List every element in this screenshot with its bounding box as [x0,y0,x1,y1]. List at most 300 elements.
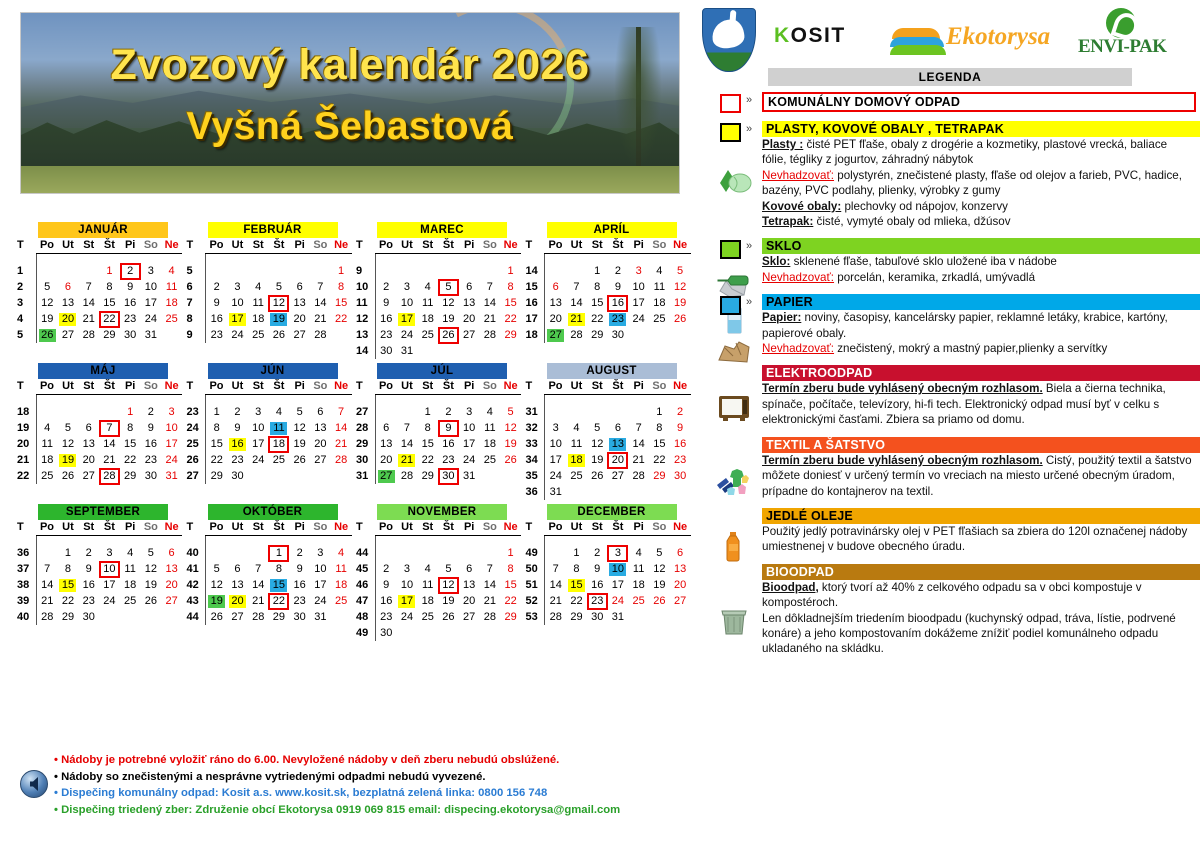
day-cell[interactable] [459,279,480,295]
day-cell[interactable] [500,609,521,625]
day-cell[interactable] [161,404,182,420]
day-cell[interactable] [566,295,587,311]
day-cell[interactable] [248,593,269,609]
day-cell[interactable] [438,561,459,577]
day-cell[interactable] [649,545,670,561]
day-cell[interactable] [99,279,120,295]
day-cell[interactable] [36,609,57,625]
day-cell[interactable] [649,561,670,577]
day-cell[interactable] [628,279,649,295]
day-cell[interactable] [480,420,501,436]
day-cell[interactable] [289,404,310,420]
day-cell[interactable] [141,561,162,577]
day-cell[interactable] [628,436,649,452]
day-cell[interactable] [120,436,141,452]
day-cell[interactable] [161,279,182,295]
day-cell[interactable] [227,561,248,577]
day-cell[interactable] [545,609,566,625]
day-cell[interactable] [141,295,162,311]
day-cell[interactable] [269,561,290,577]
day-cell[interactable] [670,452,691,468]
day-cell[interactable] [566,420,587,436]
day-cell[interactable] [587,468,608,484]
day-cell[interactable] [397,593,418,609]
day-cell[interactable] [141,436,162,452]
day-cell[interactable] [141,279,162,295]
day-cell[interactable] [310,327,331,343]
day-cell[interactable] [397,577,418,593]
day-cell[interactable] [375,436,396,452]
day-cell[interactable] [608,577,629,593]
day-cell[interactable] [566,609,587,625]
day-cell[interactable] [78,279,99,295]
day-cell[interactable] [78,295,99,311]
day-cell[interactable] [331,404,352,420]
day-cell[interactable] [78,327,99,343]
day-cell[interactable] [608,609,629,625]
day-cell[interactable] [120,311,141,327]
day-cell[interactable] [375,311,396,327]
day-cell[interactable] [375,468,396,484]
day-cell[interactable] [120,577,141,593]
day-cell[interactable] [500,404,521,420]
day-cell[interactable] [500,452,521,468]
day-cell[interactable] [161,263,182,279]
day-cell[interactable] [227,468,248,484]
day-cell[interactable] [248,561,269,577]
day-cell[interactable] [670,593,691,609]
day-cell[interactable] [459,577,480,593]
day-cell[interactable] [587,436,608,452]
day-cell[interactable] [375,593,396,609]
day-cell[interactable] [78,609,99,625]
day-cell[interactable] [375,625,396,641]
day-cell[interactable] [331,279,352,295]
day-cell[interactable] [375,609,396,625]
day-cell[interactable] [649,468,670,484]
day-cell[interactable] [289,436,310,452]
day-cell[interactable] [480,593,501,609]
day-cell[interactable] [500,436,521,452]
day-cell[interactable] [500,545,521,561]
day-cell[interactable] [78,593,99,609]
day-cell[interactable] [206,593,227,609]
day-cell[interactable] [161,452,182,468]
day-cell[interactable] [78,311,99,327]
day-cell[interactable] [545,452,566,468]
day-cell[interactable] [269,452,290,468]
day-cell[interactable] [248,279,269,295]
day-cell[interactable] [628,452,649,468]
day-cell[interactable] [417,609,438,625]
day-cell[interactable] [566,468,587,484]
day-cell[interactable] [649,420,670,436]
day-cell[interactable] [206,577,227,593]
day-cell[interactable] [608,545,629,561]
day-cell[interactable] [120,279,141,295]
day-cell[interactable] [459,311,480,327]
day-cell[interactable] [310,404,331,420]
day-cell[interactable] [99,561,120,577]
day-cell[interactable] [289,545,310,561]
day-cell[interactable] [397,609,418,625]
day-cell[interactable] [628,295,649,311]
day-cell[interactable] [587,295,608,311]
day-cell[interactable] [628,311,649,327]
day-cell[interactable] [99,311,120,327]
day-cell[interactable] [227,609,248,625]
day-cell[interactable] [545,468,566,484]
day-cell[interactable] [438,577,459,593]
day-cell[interactable] [480,577,501,593]
day-cell[interactable] [566,593,587,609]
day-cell[interactable] [375,343,396,359]
day-cell[interactable] [628,561,649,577]
day-cell[interactable] [566,327,587,343]
day-cell[interactable] [269,327,290,343]
day-cell[interactable] [310,609,331,625]
day-cell[interactable] [120,561,141,577]
day-cell[interactable] [649,593,670,609]
day-cell[interactable] [417,327,438,343]
day-cell[interactable] [310,452,331,468]
day-cell[interactable] [500,561,521,577]
day-cell[interactable] [587,452,608,468]
day-cell[interactable] [289,279,310,295]
day-cell[interactable] [397,311,418,327]
day-cell[interactable] [141,327,162,343]
day-cell[interactable] [566,561,587,577]
day-cell[interactable] [120,452,141,468]
day-cell[interactable] [545,295,566,311]
day-cell[interactable] [628,545,649,561]
day-cell[interactable] [78,545,99,561]
day-cell[interactable] [628,420,649,436]
day-cell[interactable] [649,577,670,593]
day-cell[interactable] [99,452,120,468]
day-cell[interactable] [206,609,227,625]
day-cell[interactable] [161,420,182,436]
day-cell[interactable] [397,468,418,484]
day-cell[interactable] [459,468,480,484]
day-cell[interactable] [58,468,79,484]
day-cell[interactable] [141,420,162,436]
day-cell[interactable] [649,295,670,311]
day-cell[interactable] [417,593,438,609]
day-cell[interactable] [587,279,608,295]
day-cell[interactable] [310,279,331,295]
day-cell[interactable] [500,295,521,311]
day-cell[interactable] [310,593,331,609]
day-cell[interactable] [417,311,438,327]
day-cell[interactable] [500,327,521,343]
day-cell[interactable] [608,263,629,279]
day-cell[interactable] [161,436,182,452]
day-cell[interactable] [417,577,438,593]
day-cell[interactable] [58,327,79,343]
day-cell[interactable] [566,311,587,327]
day-cell[interactable] [120,420,141,436]
day-cell[interactable] [36,420,57,436]
day-cell[interactable] [161,577,182,593]
day-cell[interactable] [78,420,99,436]
day-cell[interactable] [670,420,691,436]
day-cell[interactable] [608,436,629,452]
day-cell[interactable] [480,279,501,295]
day-cell[interactable] [628,263,649,279]
day-cell[interactable] [480,436,501,452]
day-cell[interactable] [161,545,182,561]
day-cell[interactable] [670,279,691,295]
day-cell[interactable] [99,577,120,593]
day-cell[interactable] [480,295,501,311]
day-cell[interactable] [269,420,290,436]
day-cell[interactable] [227,311,248,327]
day-cell[interactable] [227,420,248,436]
day-cell[interactable] [417,468,438,484]
day-cell[interactable] [649,263,670,279]
day-cell[interactable] [141,263,162,279]
day-cell[interactable] [649,311,670,327]
day-cell[interactable] [670,545,691,561]
day-cell[interactable] [78,436,99,452]
day-cell[interactable] [566,436,587,452]
day-cell[interactable] [289,609,310,625]
day-cell[interactable] [587,561,608,577]
day-cell[interactable] [120,593,141,609]
day-cell[interactable] [545,561,566,577]
day-cell[interactable] [227,295,248,311]
day-cell[interactable] [438,404,459,420]
day-cell[interactable] [331,295,352,311]
day-cell[interactable] [310,561,331,577]
day-cell[interactable] [206,327,227,343]
day-cell[interactable] [310,577,331,593]
day-cell[interactable] [670,436,691,452]
day-cell[interactable] [331,436,352,452]
day-cell[interactable] [269,311,290,327]
day-cell[interactable] [248,295,269,311]
day-cell[interactable] [545,279,566,295]
day-cell[interactable] [99,420,120,436]
day-cell[interactable] [459,295,480,311]
day-cell[interactable] [289,577,310,593]
day-cell[interactable] [587,327,608,343]
day-cell[interactable] [397,327,418,343]
day-cell[interactable] [161,311,182,327]
day-cell[interactable] [438,436,459,452]
day-cell[interactable] [206,404,227,420]
day-cell[interactable] [331,577,352,593]
day-cell[interactable] [608,452,629,468]
day-cell[interactable] [397,561,418,577]
day-cell[interactable] [331,545,352,561]
day-cell[interactable] [608,561,629,577]
day-cell[interactable] [36,279,57,295]
day-cell[interactable] [417,561,438,577]
day-cell[interactable] [58,545,79,561]
day-cell[interactable] [417,436,438,452]
day-cell[interactable] [289,420,310,436]
day-cell[interactable] [36,468,57,484]
day-cell[interactable] [438,609,459,625]
day-cell[interactable] [438,327,459,343]
day-cell[interactable] [248,404,269,420]
day-cell[interactable] [36,593,57,609]
day-cell[interactable] [78,561,99,577]
day-cell[interactable] [670,295,691,311]
day-cell[interactable] [417,452,438,468]
day-cell[interactable] [36,327,57,343]
day-cell[interactable] [120,404,141,420]
day-cell[interactable] [36,311,57,327]
day-cell[interactable] [248,327,269,343]
day-cell[interactable] [269,609,290,625]
day-cell[interactable] [120,545,141,561]
day-cell[interactable] [248,577,269,593]
day-cell[interactable] [608,327,629,343]
day-cell[interactable] [99,593,120,609]
day-cell[interactable] [397,452,418,468]
day-cell[interactable] [331,452,352,468]
day-cell[interactable] [227,452,248,468]
day-cell[interactable] [206,295,227,311]
day-cell[interactable] [58,436,79,452]
day-cell[interactable] [587,420,608,436]
day-cell[interactable] [206,420,227,436]
day-cell[interactable] [36,577,57,593]
day-cell[interactable] [500,593,521,609]
day-cell[interactable] [289,311,310,327]
day-cell[interactable] [397,436,418,452]
day-cell[interactable] [310,420,331,436]
day-cell[interactable] [120,468,141,484]
day-cell[interactable] [459,327,480,343]
day-cell[interactable] [438,593,459,609]
day-cell[interactable] [58,420,79,436]
day-cell[interactable] [417,295,438,311]
day-cell[interactable] [206,279,227,295]
day-cell[interactable] [608,468,629,484]
day-cell[interactable] [331,420,352,436]
day-cell[interactable] [417,420,438,436]
day-cell[interactable] [397,420,418,436]
day-cell[interactable] [289,295,310,311]
day-cell[interactable] [375,327,396,343]
day-cell[interactable] [438,468,459,484]
day-cell[interactable] [545,593,566,609]
day-cell[interactable] [289,561,310,577]
day-cell[interactable] [375,452,396,468]
day-cell[interactable] [141,577,162,593]
day-cell[interactable] [36,295,57,311]
day-cell[interactable] [649,279,670,295]
day-cell[interactable] [545,311,566,327]
day-cell[interactable] [375,420,396,436]
day-cell[interactable] [375,561,396,577]
day-cell[interactable] [545,436,566,452]
day-cell[interactable] [99,263,120,279]
day-cell[interactable] [649,436,670,452]
day-cell[interactable] [141,468,162,484]
day-cell[interactable] [500,420,521,436]
day-cell[interactable] [649,404,670,420]
day-cell[interactable] [99,327,120,343]
day-cell[interactable] [500,577,521,593]
day-cell[interactable] [587,609,608,625]
day-cell[interactable] [545,327,566,343]
day-cell[interactable] [480,327,501,343]
day-cell[interactable] [269,404,290,420]
day-cell[interactable] [331,311,352,327]
day-cell[interactable] [310,295,331,311]
day-cell[interactable] [459,609,480,625]
day-cell[interactable] [58,561,79,577]
day-cell[interactable] [480,311,501,327]
day-cell[interactable] [58,311,79,327]
day-cell[interactable] [587,577,608,593]
day-cell[interactable] [206,436,227,452]
day-cell[interactable] [269,436,290,452]
day-cell[interactable] [78,577,99,593]
day-cell[interactable] [36,436,57,452]
day-cell[interactable] [310,436,331,452]
day-cell[interactable] [141,404,162,420]
day-cell[interactable] [58,452,79,468]
day-cell[interactable] [141,593,162,609]
day-cell[interactable] [161,593,182,609]
day-cell[interactable] [566,577,587,593]
day-cell[interactable] [99,468,120,484]
day-cell[interactable] [289,452,310,468]
day-cell[interactable] [608,311,629,327]
day-cell[interactable] [248,436,269,452]
day-cell[interactable] [120,295,141,311]
day-cell[interactable] [480,452,501,468]
day-cell[interactable] [289,593,310,609]
day-cell[interactable] [161,468,182,484]
day-cell[interactable] [545,484,566,500]
day-cell[interactable] [289,327,310,343]
day-cell[interactable] [331,593,352,609]
day-cell[interactable] [141,545,162,561]
day-cell[interactable] [628,577,649,593]
day-cell[interactable] [628,593,649,609]
day-cell[interactable] [120,263,141,279]
day-cell[interactable] [608,279,629,295]
day-cell[interactable] [587,263,608,279]
day-cell[interactable] [628,468,649,484]
day-cell[interactable] [375,577,396,593]
day-cell[interactable] [608,295,629,311]
day-cell[interactable] [99,295,120,311]
day-cell[interactable] [36,561,57,577]
day-cell[interactable] [58,609,79,625]
day-cell[interactable] [161,295,182,311]
day-cell[interactable] [227,327,248,343]
day-cell[interactable] [670,577,691,593]
day-cell[interactable] [248,420,269,436]
day-cell[interactable] [480,609,501,625]
day-cell[interactable] [417,404,438,420]
day-cell[interactable] [670,404,691,420]
day-cell[interactable] [438,420,459,436]
day-cell[interactable] [141,452,162,468]
day-cell[interactable] [459,420,480,436]
day-cell[interactable] [78,468,99,484]
day-cell[interactable] [649,452,670,468]
day-cell[interactable] [500,263,521,279]
